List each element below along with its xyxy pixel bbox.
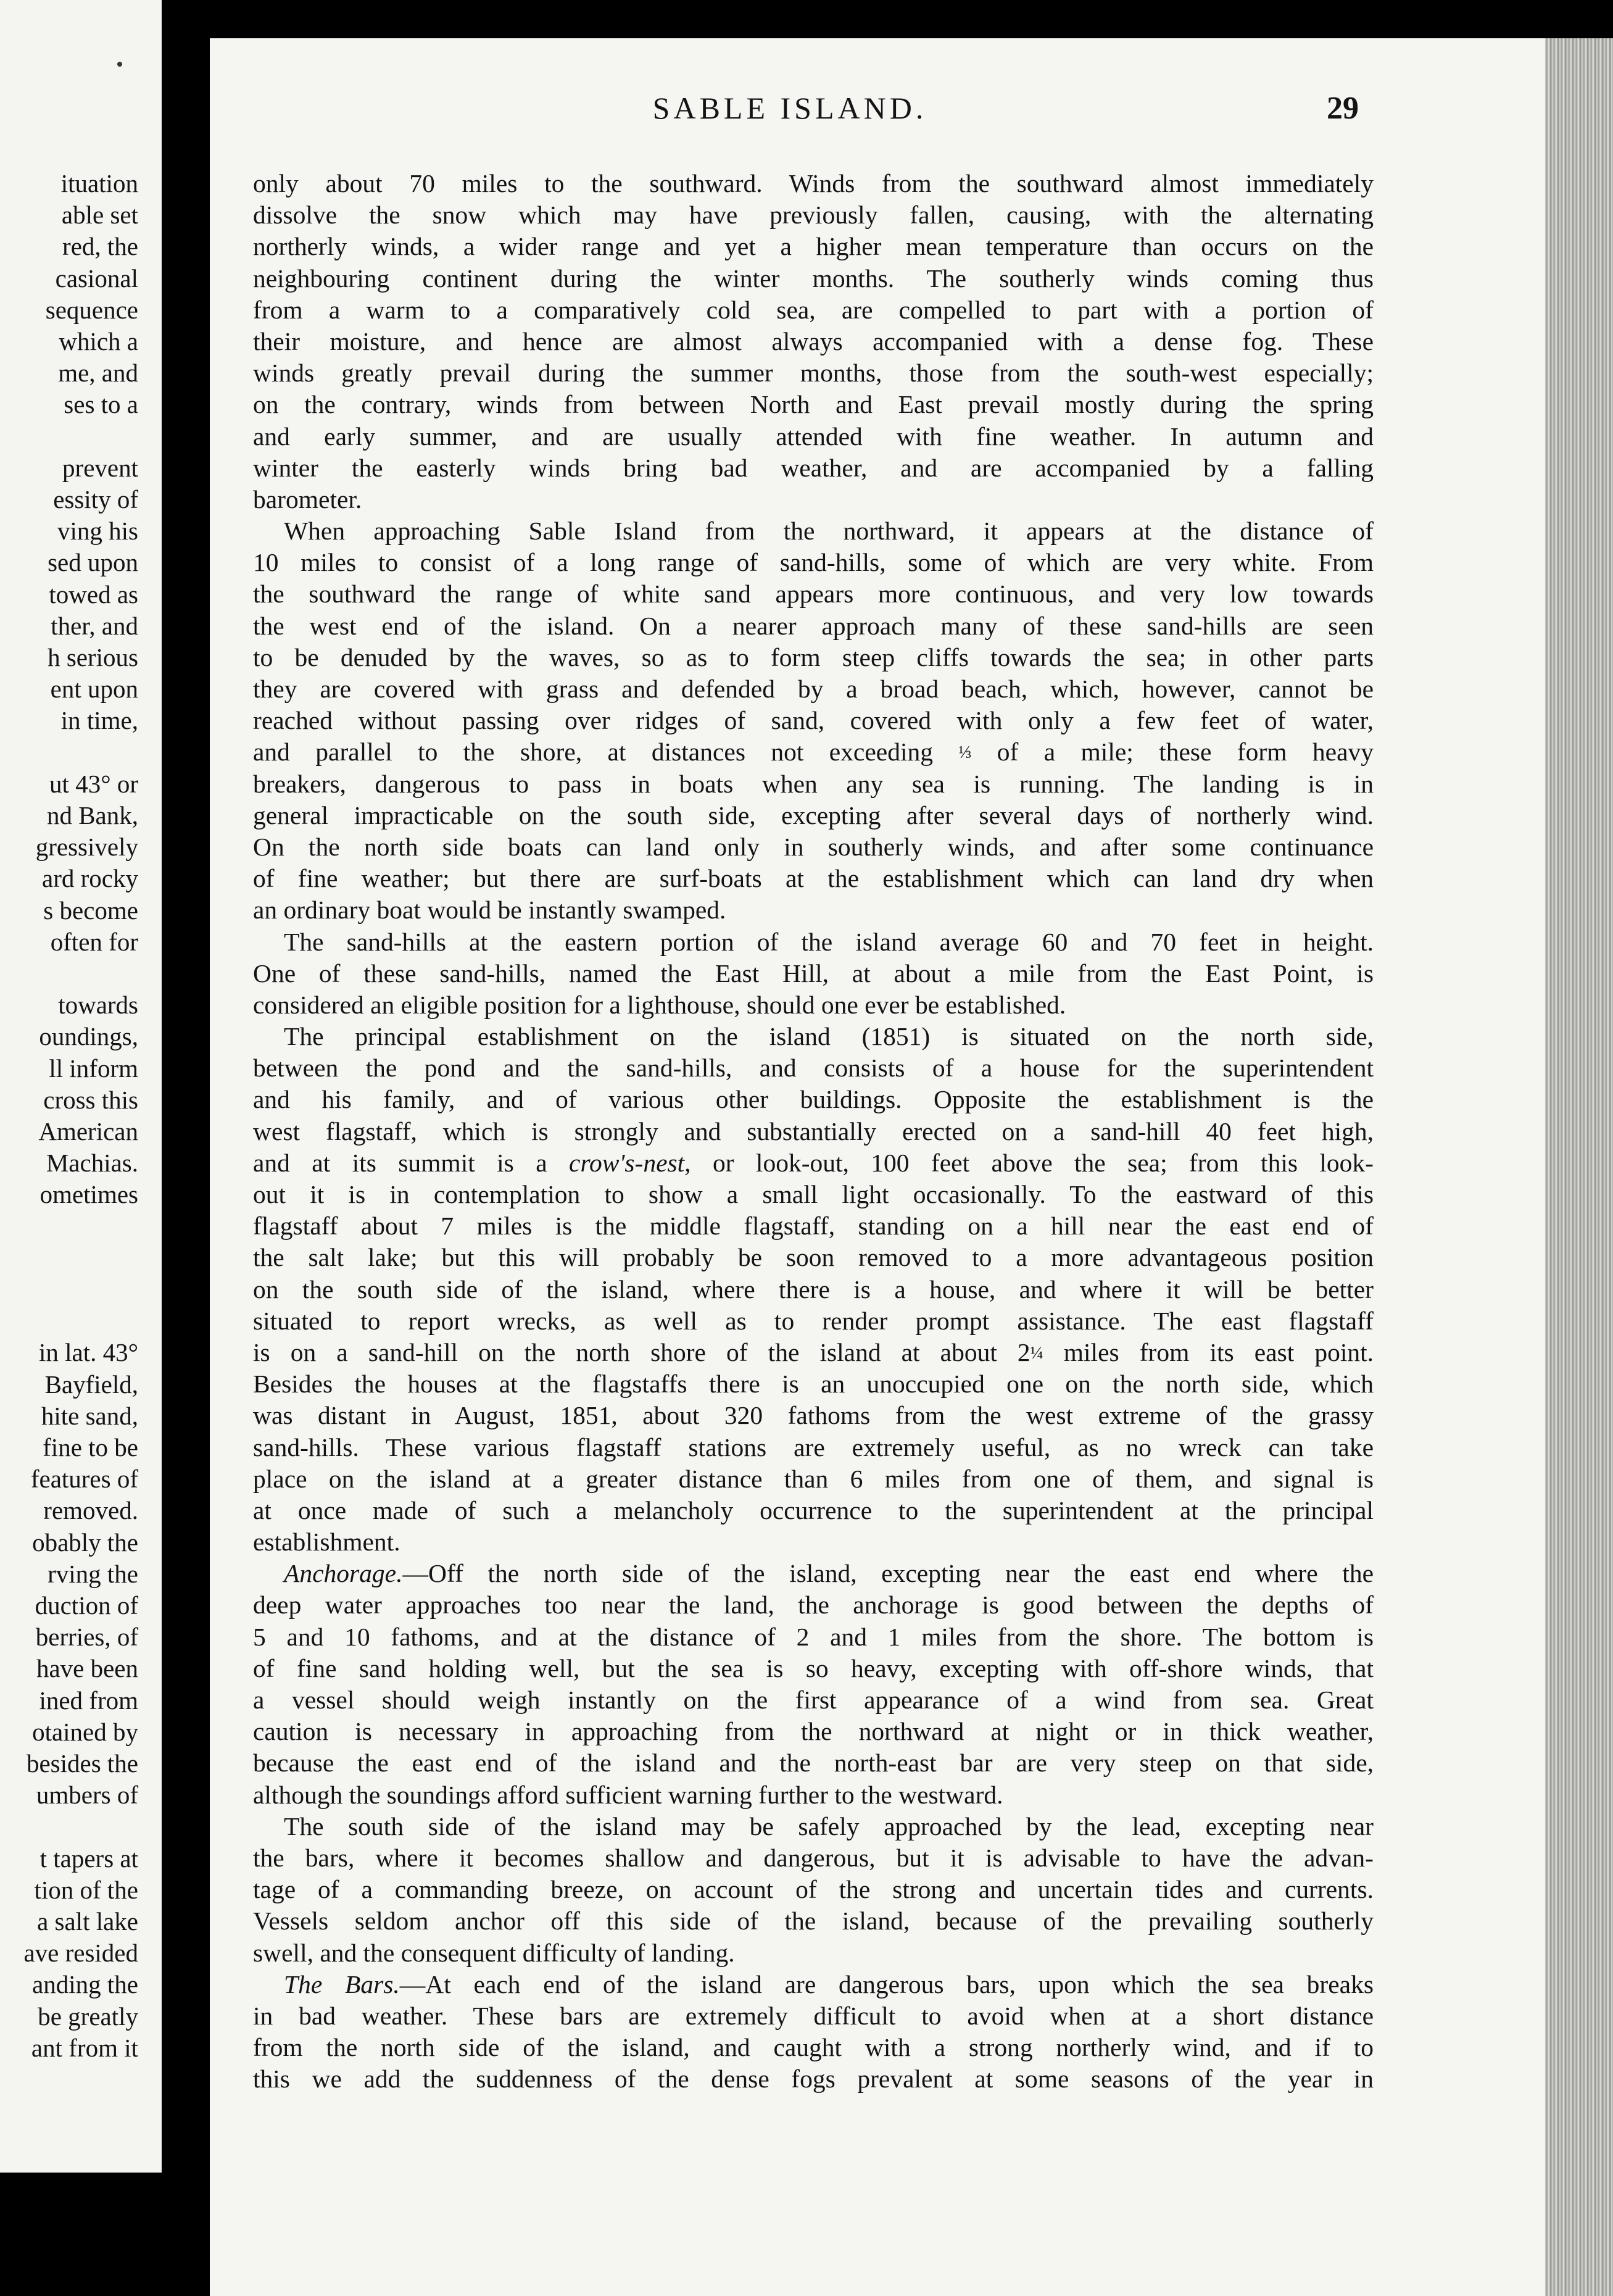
text-line: 5 and 10 fathoms, and at the distance of 2 and 1 miles from the shore. The bottom is [253, 1622, 1374, 1651]
text-line: to be denuded by the waves, so as to form steep cliffs towards the sea; in other parts [253, 643, 1374, 672]
text-line: between the pond and the sand-hills, and consists of a house for the superintendent [253, 1054, 1374, 1083]
text-line: barometer. [253, 485, 362, 514]
text-line: flagstaff about 7 miles is the middle flagstaff, standing on a hill near the east end of [253, 1212, 1374, 1241]
facing-page-text: tion of the [34, 1875, 138, 1904]
facing-page-text: red, the [62, 232, 138, 261]
text-line: a vessel should weigh instantly on the first appearance of a wind from sea. Great [253, 1686, 1374, 1714]
book-gutter [162, 0, 210, 2296]
facing-page-text: ut 43° or [49, 769, 138, 798]
facing-page-text: a salt lake [37, 1907, 138, 1936]
text-line: from a warm to a comparatively cold sea, are compelled to part with a portion of [253, 295, 1374, 324]
text-line: When approaching Sable Island from the northward, it appears at the distance of [284, 517, 1374, 546]
text-line: and his family, and of various other buildings. Opposite the establishment is the [253, 1085, 1374, 1114]
text-line: although the soundings afford sufficient warning further to the westward. [253, 1780, 1003, 1809]
facing-page-text: rving the [48, 1559, 138, 1588]
text-line: sand-hills. These various flagstaff stations are extremely useful, as no wreck can take [253, 1433, 1374, 1462]
text-line: west flagstaff, which is strongly and substantially erected on a sand-hill 40 feet high, [253, 1117, 1374, 1146]
text-span: or look-out, 100 feet above the sea; from this look- [712, 1148, 1374, 1177]
text-line: caution is necessary in approaching from the northward at night or in thick weather, [253, 1717, 1374, 1746]
facing-page-text: Machias. [46, 1149, 138, 1178]
facing-page-text: otained by [32, 1717, 138, 1746]
facing-page-text: duction of [35, 1591, 138, 1620]
text-line: and early summer, and are usually attended with fine weather. In autumn and [253, 422, 1374, 451]
facing-page-fragment [0, 0, 162, 2173]
text-line: neighbouring continent during the winter months. The southerly winds coming thus [253, 264, 1374, 293]
facing-page-text: fine to be [43, 1433, 138, 1462]
facing-page-text: ard rocky [42, 864, 138, 893]
running-head: SABLE ISLAND. [652, 91, 927, 125]
text-line [253, 1558, 1374, 1589]
text-line: dissolve the snow which may have previously fallen, causing, with the alternating [253, 201, 1374, 230]
text-line: swell, and the consequent difficulty of landing. [253, 1938, 735, 1967]
section-heading: Anchorage. [284, 1559, 403, 1588]
facing-page-text: sequence [45, 295, 138, 324]
text-line: considered an eligible position for a lighthouse, should one ever be established. [253, 990, 1066, 1019]
page-number: 29 [1327, 91, 1359, 126]
facing-page-text: umbers of [36, 1781, 138, 1810]
text-line: One of these sand-hills, named the East Hill, at about a mile from the East Point, is [253, 959, 1374, 988]
text-line: the bars, where it becomes shallow and dangerous, but it is advisable to have the advan- [253, 1843, 1374, 1872]
text-line [253, 1969, 1374, 2000]
facing-page-text: ined from [39, 1686, 138, 1715]
text-line: establishment. [253, 1528, 400, 1557]
facing-page-text: ving his [57, 517, 138, 546]
text-span: and at its summit is a [253, 1148, 547, 1177]
text-line: breakers, dangerous to pass in boats when any sea is running. The landing is in [253, 769, 1374, 798]
facing-page-text: American [38, 1117, 138, 1146]
facing-page-text: ant from it [31, 2033, 138, 2062]
facing-page-text: features of [30, 1465, 138, 1494]
text-line: place on the island at a greater distance than 6 miles from one of them, and signal is [253, 1464, 1374, 1493]
text-line: at once made of such a melancholy occurrence to the superintendent at the principal [253, 1495, 1374, 1524]
text-line: Vessels seldom anchor off this side of the island, because of the prevailing southerly [253, 1907, 1374, 1936]
facing-page-text: removed. [43, 1496, 138, 1525]
page-mark [117, 62, 122, 67]
fraction: ¼ [1030, 1343, 1043, 1363]
text-line: situated to report wrecks, as well as to render prompt assistance. The east flagstaff [253, 1306, 1374, 1335]
text-line: the west end of the island. On a nearer approach many of these sand-hills are seen [253, 611, 1374, 640]
text-line [253, 1337, 1374, 1368]
facing-page-text: in time, [60, 706, 138, 735]
facing-page-text: gressively [35, 833, 138, 862]
text-line: winds greatly prevail during the summer months, those from the south-west especially; [253, 359, 1374, 388]
text-line: out it is in contemplation to show a small light occasionally. To the eastward of this [253, 1180, 1374, 1208]
text-line: Besides the houses at the flagstaffs there is an unoccupied one on the north side, which [253, 1370, 1374, 1399]
text-line: their moisture, and hence are almost always accompanied with a dense fog. These [253, 327, 1374, 356]
text-line: tage of a commanding breeze, on account of the strong and uncertain tides and currents. [253, 1875, 1374, 1904]
facing-page-text: me, and [58, 359, 138, 388]
facing-page-text: able set [61, 201, 138, 230]
text-line: the salt lake; but this will probably be soon removed to a more advantageous position [253, 1243, 1374, 1272]
facing-page-text: often for [50, 927, 138, 956]
facing-page-text: s become [43, 896, 138, 925]
text-line [253, 736, 1374, 768]
text-line: The sand-hills at the eastern portion of the island average 60 and 70 feet in height. [284, 927, 1374, 956]
text-line: of fine weather; but there are surf-boats at the establishment which can land dry when [253, 864, 1374, 893]
text-line: from the north side of the island, and caught with a strong northerly wind, and if to [253, 2033, 1374, 2062]
facing-page-text: have been [36, 1654, 138, 1683]
facing-page-text: anding the [32, 1970, 138, 1999]
facing-page-text: hite sand, [41, 1401, 138, 1430]
facing-page-text: nd Bank, [46, 801, 138, 830]
text-line: because the east end of the island and the north-east bar are very steep on that side, [253, 1749, 1374, 1778]
text-line: 10 miles to consist of a long range of sand-hills, some of which are very white. From [253, 548, 1374, 577]
facing-page-text: essity of [53, 485, 138, 514]
text-line: reached without passing over ridges of sand, covered with only a few feet of water, [253, 706, 1374, 735]
italic-term: crow's-nest, [569, 1148, 691, 1177]
text-line: an ordinary boat would be instantly swamped. [253, 896, 726, 925]
text-line: The principal establishment on the island (1851) is situated on the north side, [284, 1022, 1374, 1051]
text-span: and parallel to the shore, at distances not exceeding [253, 738, 933, 767]
facing-page-text: be greatly [38, 2002, 138, 2031]
text-line: on the contrary, winds from between North and East prevail mostly during the spring [253, 390, 1374, 419]
facing-page-text: prevent [62, 453, 138, 482]
text-line: was distant in August, 1851, about 320 fathoms from the west extreme of the grassy [253, 1401, 1374, 1430]
facing-page-text: t tapers at [39, 1844, 138, 1873]
facing-page-text: casional [55, 264, 138, 293]
text-line: only about 70 miles to the southward. Winds from the southward almost immediately [253, 169, 1374, 198]
facing-page-text: h serious [48, 643, 138, 672]
text-line: general impracticable on the south side, excepting after several days of northerly wind. [253, 801, 1374, 830]
facing-page-text: which a [59, 327, 138, 356]
text-line [253, 1147, 1374, 1179]
facing-page-text: Bayfield, [44, 1370, 138, 1399]
facing-page-text: ave resided [23, 1939, 138, 1968]
facing-page-text: cross this [43, 1085, 138, 1114]
facing-page-text: oundings, [39, 1022, 138, 1051]
facing-page-text: ll inform [49, 1054, 138, 1083]
book-page [210, 38, 1613, 2296]
facing-page-text: towed as [49, 580, 138, 609]
facing-page-text: ses to a [64, 390, 138, 419]
text-span: of a mile; these form heavy [997, 738, 1374, 767]
section-heading: The Bars. [284, 1969, 400, 1999]
facing-page-text: berries, of [35, 1623, 138, 1652]
text-line: winter the easterly winds bring bad weather, and are accompanied by a falling [253, 453, 1374, 482]
text-line: The south side of the island may be safely approached by the lead, excepting near [284, 1811, 1374, 1841]
text-line: northerly winds, a wider range and yet a higher mean temperature than occurs on the [253, 232, 1374, 261]
facing-page-text: ther, and [51, 611, 138, 640]
text-line: on the south side of the island, where there is a house, and where it will be better [253, 1275, 1374, 1304]
text-span: miles from its east point. [1063, 1337, 1374, 1366]
facing-page-text: ituation [60, 169, 138, 198]
text-span: —At each end of the island are dangerous bars, upon which the sea breaks [399, 1969, 1374, 1999]
body-text [253, 168, 1374, 2095]
text-line: this we add the suddenness of the dense fogs prevalent at some seasons of the year in [253, 2065, 1374, 2094]
fraction: ⅓ [958, 743, 972, 763]
text-line: they are covered with grass and defended by a broad beach, which, however, cannot be [253, 675, 1374, 703]
text-line: deep water approaches too near the land, the anchorage is good between the depths of [253, 1591, 1374, 1620]
facing-page-text: in lat. 43° [38, 1338, 138, 1367]
text-line: the southward the range of white sand appears more continuous, and very low towards [253, 580, 1374, 609]
facing-page-text: towards [58, 991, 138, 1020]
text-line: in bad weather. These bars are extremely difficult to avoid when at a short distance [253, 2001, 1374, 2030]
facing-page-text: ometimes [39, 1180, 138, 1209]
facing-page-text: obably the [32, 1528, 138, 1557]
text-span: —Off the north side of the island, excepting near the east end where the [402, 1559, 1374, 1588]
text-line: On the north side boats can land only in southerly winds, and after some continuance [253, 832, 1374, 861]
facing-page-text: ent upon [50, 675, 138, 704]
facing-page-text: besides the [26, 1749, 138, 1778]
page-edges [1545, 38, 1613, 2296]
facing-page-text: sed upon [48, 548, 138, 577]
text-line: of fine sand holding well, but the sea is so heavy, excepting with off-shore winds, that [253, 1653, 1374, 1682]
text-span: is on a sand-hill on the north shore of the island at about 2 [253, 1337, 1030, 1366]
